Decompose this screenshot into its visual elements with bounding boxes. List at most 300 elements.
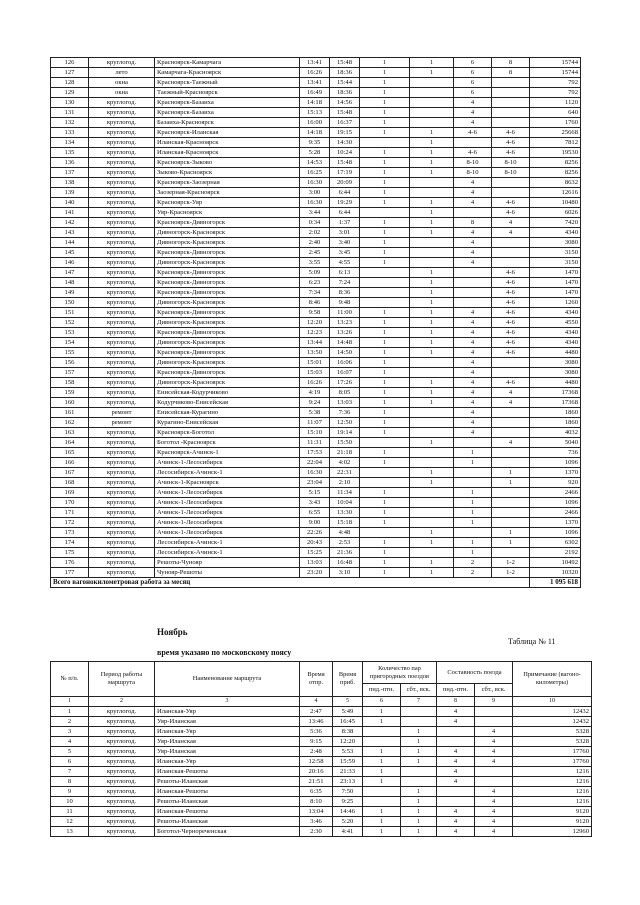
schedule-table-continued	[50, 57, 581, 588]
departure-time: 2:47	[300, 707, 333, 717]
pairs-weekday: 1	[360, 128, 410, 138]
composition-weekday	[454, 298, 492, 308]
departure-time: 14:18	[300, 98, 330, 108]
departure-time: 11:31	[300, 438, 330, 448]
pairs-weekend: 1	[401, 787, 437, 797]
row-number: 158	[51, 378, 89, 388]
arrival-time: 15:59	[333, 757, 363, 767]
row-number: 175	[51, 548, 89, 558]
composition-weekend: 4	[492, 228, 530, 238]
departure-time: 15:01	[300, 358, 330, 368]
composition-weekend: 4-6	[492, 198, 530, 208]
table-row	[51, 448, 581, 458]
composition-weekend	[492, 258, 530, 268]
route-name: Красноярск-Дивногорск	[155, 278, 300, 288]
pairs-weekend	[410, 458, 454, 468]
car-km: 1216	[513, 777, 592, 787]
pairs-weekend: 1	[410, 348, 454, 358]
pairs-weekday: 1	[363, 747, 401, 757]
route-name: Базаиха-Красноярск	[155, 118, 300, 128]
composition-weekend	[492, 98, 530, 108]
row-number: 163	[51, 428, 89, 438]
pairs-weekday: 1	[360, 338, 410, 348]
route-name: Красноярск-Базаиха	[155, 98, 300, 108]
route-name: Красноярск-Дивногорск	[155, 248, 300, 258]
car-km: 1470	[530, 288, 581, 298]
composition-weekday: 8-10	[454, 168, 492, 178]
arrival-time: 10:24	[330, 148, 360, 158]
pairs-weekday: 1	[360, 148, 410, 158]
departure-time: 3:43	[300, 498, 330, 508]
pairs-weekday: 1	[360, 98, 410, 108]
departure-time: 16:30	[300, 178, 330, 188]
route-name: Красноярск-Дивногорск	[155, 218, 300, 228]
car-km: 3150	[530, 248, 581, 258]
header-composition: Составность поезда	[437, 662, 513, 684]
pairs-weekday	[360, 278, 410, 288]
route-name: Иланская-Красноярск	[155, 148, 300, 158]
composition-weekend	[492, 518, 530, 528]
composition-weekday: 4-6	[454, 128, 492, 138]
row-number: 128	[51, 78, 89, 88]
period: круглогод.	[89, 747, 155, 757]
route-name: Заозерная-Красноярск	[155, 188, 300, 198]
period: ремонт	[89, 408, 155, 418]
period: круглогод.	[89, 138, 155, 148]
row-number: 138	[51, 178, 89, 188]
table-row	[51, 717, 592, 727]
period: круглогод.	[89, 428, 155, 438]
car-km: 3150	[530, 258, 581, 268]
route-name: Решоты-Иланская	[155, 817, 300, 827]
arrival-time: 17:19	[330, 168, 360, 178]
route-name: Уяр-Красноярск	[155, 208, 300, 218]
arrival-time: 14:48	[330, 338, 360, 348]
pairs-weekend	[410, 178, 454, 188]
pairs-weekend	[410, 448, 454, 458]
row-number: 130	[51, 98, 89, 108]
arrival-time: 15:18	[330, 518, 360, 528]
composition-weekday: 8	[454, 218, 492, 228]
arrival-time: 14:50	[330, 348, 360, 358]
arrival-time: 23:13	[333, 777, 363, 787]
table-number: Таблица № 11	[508, 637, 556, 646]
period: круглогод.	[89, 468, 155, 478]
arrival-time: 18:36	[330, 88, 360, 98]
arrival-time: 12:50	[330, 418, 360, 428]
pairs-weekend	[401, 707, 437, 717]
pairs-weekday: 1	[360, 498, 410, 508]
car-km: 1370	[530, 518, 581, 528]
car-km: 12616	[530, 188, 581, 198]
composition-weekend	[492, 508, 530, 518]
row-number: 143	[51, 228, 89, 238]
pairs-weekend	[410, 238, 454, 248]
car-km: 15744	[530, 68, 581, 78]
departure-time: 3:46	[300, 817, 333, 827]
table-row	[51, 528, 581, 538]
pairs-weekend: 1	[410, 528, 454, 538]
car-km: 4340	[530, 338, 581, 348]
pairs-weekday: 1	[363, 807, 401, 817]
composition-weekday: 4	[437, 717, 475, 727]
departure-time: 20:43	[300, 538, 330, 548]
composition-weekend: 4-6	[492, 298, 530, 308]
pairs-weekday: 1	[360, 368, 410, 378]
composition-weekend: 4	[475, 817, 513, 827]
arrival-time: 14:46	[333, 807, 363, 817]
route-name: Чунояр-Решоты	[155, 568, 300, 578]
departure-time: 12:20	[300, 318, 330, 328]
pairs-weekday	[360, 478, 410, 488]
departure-time: 16:26	[300, 378, 330, 388]
row-number: 141	[51, 208, 89, 218]
period: круглогод.	[89, 268, 155, 278]
departure-time: 16:49	[300, 88, 330, 98]
arrival-time: 15:48	[330, 58, 360, 68]
pairs-weekend: 1	[410, 288, 454, 298]
arrival-time: 21:33	[333, 767, 363, 777]
arrival-time: 5:53	[333, 747, 363, 757]
arrival-time: 13:26	[330, 328, 360, 338]
arrival-time: 10:04	[330, 498, 360, 508]
route-name: Ачинск-1-Лесосибирск	[155, 508, 300, 518]
arrival-time: 15:44	[330, 78, 360, 88]
pairs-weekend: 1	[401, 797, 437, 807]
route-name: Енисейская-Кодурчиково	[155, 388, 300, 398]
pairs-weekend: 1	[410, 438, 454, 448]
period: круглогод.	[89, 188, 155, 198]
composition-weekday: 4	[454, 428, 492, 438]
car-km: 1860	[530, 418, 581, 428]
table-row	[51, 568, 581, 578]
departure-time: 11:07	[300, 418, 330, 428]
arrival-time: 13:23	[330, 318, 360, 328]
row-number: 144	[51, 238, 89, 248]
table-row	[51, 198, 581, 208]
row-number: 150	[51, 298, 89, 308]
route-name: Иланская-Решоты	[155, 807, 300, 817]
composition-weekday	[454, 268, 492, 278]
period: круглогод.	[89, 108, 155, 118]
composition-weekend: 4-6	[492, 348, 530, 358]
pairs-weekend	[410, 258, 454, 268]
pairs-weekend: 1	[410, 148, 454, 158]
composition-weekday: 4	[454, 398, 492, 408]
period: круглогод.	[89, 498, 155, 508]
departure-time: 23:04	[300, 478, 330, 488]
pairs-weekend: 1	[410, 218, 454, 228]
pairs-weekend: 1	[410, 338, 454, 348]
row-number: 12	[51, 817, 89, 827]
composition-weekend: 4-6	[492, 268, 530, 278]
pairs-weekday: 1	[360, 398, 410, 408]
car-km: 4340	[530, 328, 581, 338]
composition-weekend: 8-10	[492, 168, 530, 178]
pairs-weekend: 1	[410, 558, 454, 568]
column-index: 5	[333, 697, 363, 707]
arrival-time: 4:48	[330, 528, 360, 538]
header-count: Количество пар пригородных поездов	[363, 662, 437, 684]
departure-time: 13:04	[300, 807, 333, 817]
arrival-time: 3:01	[330, 228, 360, 238]
arrival-time: 3:10	[330, 568, 360, 578]
pairs-weekday: 1	[360, 188, 410, 198]
pairs-weekday: 1	[360, 228, 410, 238]
month-heading: Ноябрь	[157, 627, 188, 637]
row-number: 165	[51, 448, 89, 458]
pairs-weekday: 1	[360, 318, 410, 328]
route-name: Дивногорск-Красноярск	[155, 378, 300, 388]
period: круглогод.	[89, 488, 155, 498]
route-name: Красноярск-Дивногорск	[155, 368, 300, 378]
composition-weekend: 4	[475, 827, 513, 837]
arrival-time: 11:34	[330, 488, 360, 498]
period: круглогод.	[89, 58, 155, 68]
period: круглогод.	[89, 438, 155, 448]
period: круглогод.	[89, 198, 155, 208]
pairs-weekday: 1	[360, 558, 410, 568]
table-row	[51, 258, 581, 268]
route-name: Красноярск-Зыково	[155, 158, 300, 168]
composition-weekend: 4-6	[492, 148, 530, 158]
composition-weekday: 4	[437, 777, 475, 787]
departure-time: 13:50	[300, 348, 330, 358]
period: круглогод.	[89, 478, 155, 488]
composition-weekend: 4	[475, 797, 513, 807]
arrival-time: 15:48	[330, 158, 360, 168]
pairs-weekend: 1	[401, 737, 437, 747]
composition-weekday: 4	[454, 258, 492, 268]
table-row	[51, 388, 581, 398]
composition-weekday: 1	[454, 548, 492, 558]
car-km: 1860	[530, 408, 581, 418]
period: круглогод.	[89, 388, 155, 398]
car-km: 5328	[513, 737, 592, 747]
arrival-time: 13:03	[330, 398, 360, 408]
row-number: 153	[51, 328, 89, 338]
departure-time: 6:55	[300, 508, 330, 518]
pairs-weekday	[360, 298, 410, 308]
pairs-weekday: 1	[360, 118, 410, 128]
row-number: 148	[51, 278, 89, 288]
composition-weekend	[492, 408, 530, 418]
composition-weekday: 4	[454, 318, 492, 328]
composition-weekend: 8-10	[492, 158, 530, 168]
arrival-time: 16:06	[330, 358, 360, 368]
row-number: 10	[51, 797, 89, 807]
arrival-time: 14:30	[330, 138, 360, 148]
pairs-weekend	[401, 767, 437, 777]
row-number: 8	[51, 777, 89, 787]
departure-time: 12:23	[300, 328, 330, 338]
route-name: Красноярск-Ачинск-1	[155, 448, 300, 458]
car-km: 792	[530, 88, 581, 98]
pairs-weekend	[410, 188, 454, 198]
table-row	[51, 737, 592, 747]
pairs-weekend	[410, 358, 454, 368]
row-number: 151	[51, 308, 89, 318]
composition-weekday	[437, 727, 475, 737]
route-name: Красноярск-Дивногорск	[155, 328, 300, 338]
car-km: 1216	[513, 767, 592, 777]
period: круглогод.	[89, 258, 155, 268]
row-number: 147	[51, 268, 89, 278]
pairs-weekday: 1	[363, 757, 401, 767]
pairs-weekend: 1	[401, 807, 437, 817]
composition-weekday: 1	[454, 518, 492, 528]
pairs-weekend: 1	[410, 198, 454, 208]
composition-weekday: 6	[454, 58, 492, 68]
pairs-weekend	[410, 508, 454, 518]
route-name: Дивногорск-Красноярск	[155, 258, 300, 268]
composition-weekend: 4	[492, 388, 530, 398]
pairs-weekend	[410, 498, 454, 508]
car-km: 792	[530, 78, 581, 88]
composition-weekend: 1	[492, 528, 530, 538]
route-name: Красноярск-Дивногорск	[155, 288, 300, 298]
table-row	[51, 268, 581, 278]
departure-time: 16:26	[300, 68, 330, 78]
arrival-time: 20:09	[330, 178, 360, 188]
pairs-weekday: 1	[360, 538, 410, 548]
column-index-row	[51, 697, 592, 707]
table-row	[51, 378, 581, 388]
header-arr: Время приб.	[333, 662, 363, 697]
composition-weekend: 4-6	[492, 338, 530, 348]
period: круглогод.	[89, 448, 155, 458]
period: круглогод.	[89, 378, 155, 388]
composition-weekend: 4-6	[492, 208, 530, 218]
table-row	[51, 428, 581, 438]
pairs-weekend: 1	[401, 757, 437, 767]
arrival-time: 17:26	[330, 378, 360, 388]
pairs-weekend: 1	[410, 318, 454, 328]
pairs-weekday: 1	[360, 58, 410, 68]
composition-weekday	[454, 438, 492, 448]
column-index: 6	[363, 697, 401, 707]
composition-weekday: 4	[437, 757, 475, 767]
route-name: Красноярск-Дивногорск	[155, 268, 300, 278]
departure-time: 13:41	[300, 58, 330, 68]
arrival-time: 6:44	[330, 208, 360, 218]
pairs-weekend: 1	[401, 727, 437, 737]
arrival-time: 7:50	[333, 787, 363, 797]
pairs-weekday: 1	[360, 418, 410, 428]
november-schedule-table	[50, 661, 592, 837]
table-row	[51, 328, 581, 338]
row-number: 168	[51, 478, 89, 488]
table-row	[51, 138, 581, 148]
pairs-weekend: 1	[410, 268, 454, 278]
table-row	[51, 727, 592, 737]
composition-weekend: 4	[492, 398, 530, 408]
pairs-weekend	[410, 98, 454, 108]
car-km: 17760	[513, 757, 592, 767]
header-composition-weekday: пнд.-птн.	[437, 684, 475, 697]
table-row	[51, 368, 581, 378]
composition-weekday	[454, 138, 492, 148]
pairs-weekday: 1	[360, 198, 410, 208]
composition-weekday	[454, 288, 492, 298]
header-period: Период работы маршрута	[89, 662, 155, 697]
composition-weekend	[492, 428, 530, 438]
car-km: 1260	[530, 298, 581, 308]
route-name: Красноярск-Базаиха	[155, 108, 300, 118]
period: круглогод.	[89, 398, 155, 408]
period: круглогод.	[89, 558, 155, 568]
pairs-weekday: 1	[363, 767, 401, 777]
arrival-time: 4:41	[333, 827, 363, 837]
pairs-weekday	[363, 727, 401, 737]
pairs-weekday	[363, 797, 401, 807]
table-row	[51, 767, 592, 777]
table-row	[51, 518, 581, 528]
arrival-time: 6:13	[330, 268, 360, 278]
period: круглогод.	[89, 518, 155, 528]
pairs-weekend: 1	[410, 388, 454, 398]
total-label: Всего вагонокилометровая работа за месяц	[51, 578, 530, 588]
arrival-time: 5:20	[333, 817, 363, 827]
table-row	[51, 777, 592, 787]
table-row	[51, 757, 592, 767]
pairs-weekday: 1	[360, 308, 410, 318]
period: круглогод.	[89, 288, 155, 298]
arrival-time: 2:10	[330, 478, 360, 488]
route-name: Дивногорск-Красноярск	[155, 298, 300, 308]
arrival-time: 12:20	[333, 737, 363, 747]
period: круглогод.	[89, 368, 155, 378]
period: круглогод.	[89, 178, 155, 188]
row-number: 129	[51, 88, 89, 98]
route-name: Иланская-Решоты	[155, 767, 300, 777]
column-index: 7	[401, 697, 437, 707]
composition-weekend	[492, 118, 530, 128]
table-row	[51, 98, 581, 108]
row-number: 3	[51, 727, 89, 737]
route-name: Ачинск-1-Лесосибирск	[155, 528, 300, 538]
composition-weekend	[492, 188, 530, 198]
departure-time: 17:53	[300, 448, 330, 458]
table-row	[51, 548, 581, 558]
car-km: 3080	[530, 238, 581, 248]
period: круглогод.	[89, 767, 155, 777]
composition-weekend	[492, 498, 530, 508]
composition-weekend: 4-6	[492, 128, 530, 138]
route-name: Зыково-Красноярск	[155, 168, 300, 178]
pairs-weekday: 1	[360, 378, 410, 388]
row-number: 170	[51, 498, 89, 508]
pairs-weekday	[360, 288, 410, 298]
period: круглогод.	[89, 548, 155, 558]
pairs-weekend	[410, 488, 454, 498]
table-row	[51, 478, 581, 488]
composition-weekday: 4	[454, 368, 492, 378]
car-km: 1760	[530, 118, 581, 128]
arrival-time: 4:02	[330, 458, 360, 468]
composition-weekend: 1-2	[492, 568, 530, 578]
arrival-time: 16:37	[330, 118, 360, 128]
table-row	[51, 208, 581, 218]
arrival-time: 15:48	[330, 108, 360, 118]
composition-weekday	[437, 787, 475, 797]
car-km: 1470	[530, 278, 581, 288]
table-row	[51, 318, 581, 328]
row-number: 171	[51, 508, 89, 518]
period: круглогод.	[89, 98, 155, 108]
departure-time: 2:02	[300, 228, 330, 238]
composition-weekday: 4	[454, 418, 492, 428]
